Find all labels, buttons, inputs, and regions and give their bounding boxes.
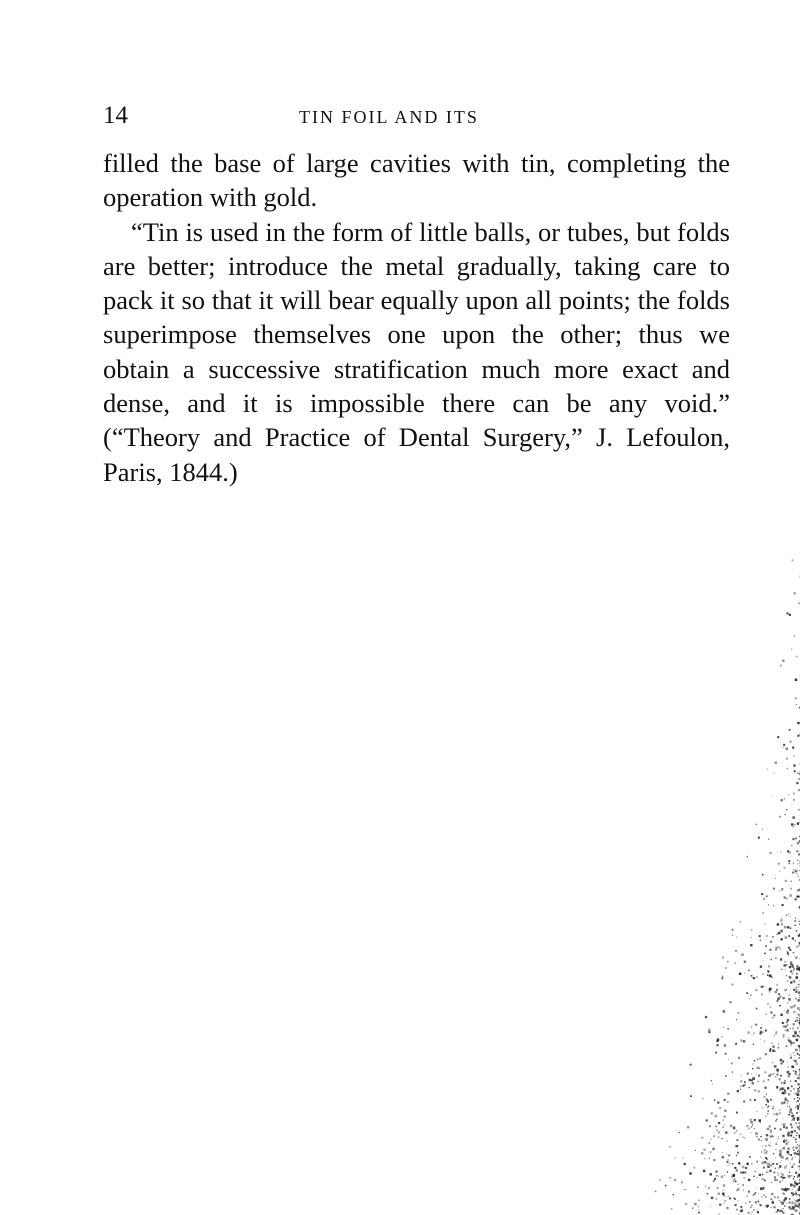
paragraph-continued: filled the base of large cavities with tin, completing the operation with gold. <box>103 148 730 213</box>
paragraph-quotation: “Tin is used in the form of little balls, or tubes, but folds are better; introduce the metal gradually, taking care to pack it so that it will bear equally upon all points; the folds superimpose themselves one upon the other; thus we obtain a successive stratification much more exact and dense, and it is impossible there can be any void.” (“Theory and Practice of Dental Surgery,” J. Lefoulon, Paris, 1844.) <box>103 216 730 487</box>
running-title: TIN FOIL AND ITS <box>299 107 479 127</box>
page-number: 14 <box>103 102 128 129</box>
body-text <box>103 146 730 489</box>
running-head <box>103 100 730 136</box>
